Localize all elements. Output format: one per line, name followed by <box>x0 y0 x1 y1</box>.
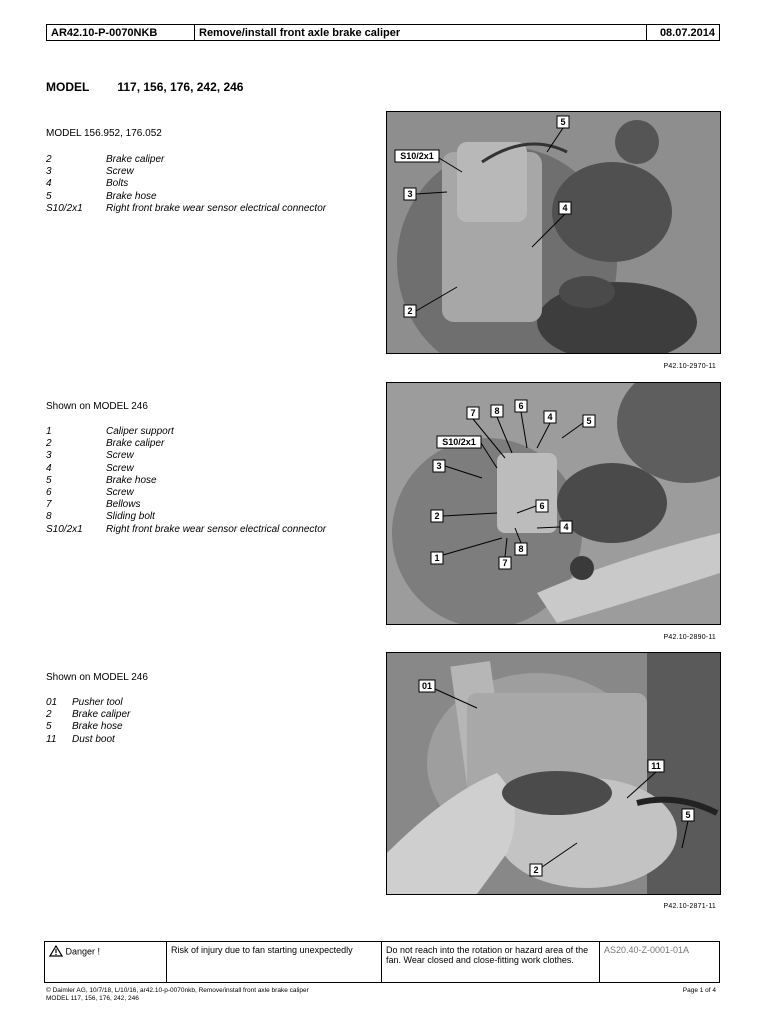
callout-5: 5 <box>685 810 691 820</box>
legend-desc: Screw <box>106 462 134 474</box>
section-3-legend <box>46 697 130 746</box>
legend-key: 11 <box>46 733 57 745</box>
callout-7: 7 <box>470 408 476 418</box>
danger-risk: Risk of injury due to fan starting unexpectedly <box>167 942 382 983</box>
danger-reference: AS20.40-Z-0001-01A <box>600 942 720 983</box>
legend-desc: Brake caliper <box>72 709 131 721</box>
legend-desc: Caliper support <box>106 426 174 437</box>
legend-row <box>46 697 130 709</box>
legend-desc: Dust boot <box>72 733 115 745</box>
legend-desc: Screw <box>106 450 134 462</box>
legend-desc: Bellows <box>106 499 141 511</box>
danger-label: Danger ! <box>65 946 101 957</box>
legend-row <box>46 166 326 178</box>
legend-row <box>46 709 130 721</box>
callout-2: 2 <box>533 865 539 875</box>
callout-s10-2x1: S10/2x1 <box>442 437 476 447</box>
section-1-title: MODEL 156.952, 176.052 <box>46 128 162 139</box>
legend-key: 5 <box>46 721 52 733</box>
section-2-title: Shown on MODEL 246 <box>46 401 148 412</box>
page-number: Page 1 of 4 <box>682 987 716 994</box>
legend-desc: Sliding bolt <box>106 511 155 523</box>
document-date: 08.07.2014 <box>659 27 715 39</box>
callout-4: 4 <box>563 522 569 532</box>
photo-brake-caliper-246 <box>386 382 721 625</box>
callout-2: 2 <box>434 511 440 521</box>
legend-desc: Brake caliper <box>106 154 165 165</box>
photo-pusher-tool <box>386 652 721 895</box>
callout-s10-2x1: S10/2x1 <box>400 151 434 161</box>
danger-measure: Do not reach into the rotation or hazard area of the fan. Wear closed and close-fitting work clothes. <box>382 942 600 983</box>
callout-1: 1 <box>434 553 440 563</box>
danger-notice <box>44 941 720 983</box>
callout-3: 3 <box>436 461 442 471</box>
callout-5: 5 <box>586 416 592 426</box>
legend-key: 5 <box>46 190 52 202</box>
callout-01: 01 <box>421 681 433 691</box>
callout-5: 5 <box>560 117 566 127</box>
callout-2: 2 <box>407 306 413 316</box>
callout-11: 11 <box>651 761 661 771</box>
callout-8: 8 <box>494 406 500 416</box>
legend-key: 4 <box>46 462 52 474</box>
legend-row <box>46 154 326 166</box>
photo-1-caption: P42.10-2970-11 <box>663 363 716 370</box>
legend-row <box>46 475 326 487</box>
legend-row <box>46 734 130 746</box>
legend-row <box>46 487 326 499</box>
legend-key: 5 <box>46 474 52 486</box>
legend-desc: Brake caliper <box>106 438 165 450</box>
legend-row <box>46 438 326 450</box>
document-header <box>46 24 720 41</box>
legend-row <box>46 524 326 536</box>
section-2-legend <box>46 426 326 536</box>
legend-key: 8 <box>46 511 52 523</box>
legend-key: 3 <box>46 450 52 462</box>
model-line <box>46 80 243 94</box>
legend-desc: Brake hose <box>72 721 123 733</box>
warning-triangle-icon <box>49 945 63 959</box>
section-1-legend <box>46 154 326 215</box>
legend-key: 2 <box>46 709 52 721</box>
legend-desc: Screw <box>106 486 134 498</box>
callout-6: 6 <box>539 501 545 511</box>
legend-row <box>46 721 130 733</box>
legend-key: 6 <box>46 486 52 498</box>
footer-copyright <box>46 987 309 1003</box>
photo-2-caption: P42.10-2890-11 <box>663 634 716 641</box>
legend-desc: Brake hose <box>106 474 157 486</box>
model-value: 117, 156, 176, 242, 246 <box>117 80 244 94</box>
legend-row <box>46 178 326 190</box>
section-3-title: Shown on MODEL 246 <box>46 672 148 683</box>
legend-key: 01 <box>46 697 58 708</box>
legend-desc: Brake hose <box>106 190 157 202</box>
legend-desc: Screw <box>106 166 134 178</box>
callout-3: 3 <box>407 189 413 199</box>
photo-brake-caliper-156 <box>386 111 721 354</box>
legend-row <box>46 426 326 438</box>
legend-key: 2 <box>46 438 52 450</box>
legend-row <box>46 191 326 203</box>
legend-row <box>46 463 326 475</box>
callout-4: 4 <box>562 203 568 213</box>
legend-key: S10/2x1 <box>46 523 83 535</box>
legend-row <box>46 511 326 523</box>
photo-3-caption: P42.10-2871-11 <box>663 903 716 910</box>
legend-key: 7 <box>46 499 52 511</box>
footer-line-2: MODEL 117, 156, 176, 242, 246 <box>46 995 139 1002</box>
document-title: Remove/install front axle brake caliper <box>195 25 647 40</box>
callout-6: 6 <box>518 401 524 411</box>
document-id: AR42.10-P-0070NKB <box>47 25 195 40</box>
legend-desc: Right front brake wear sensor electrical connector <box>106 202 327 214</box>
legend-row <box>46 450 326 462</box>
legend-row <box>46 499 326 511</box>
callout-8: 8 <box>518 544 524 554</box>
legend-key: 4 <box>46 178 52 190</box>
legend-key: 3 <box>46 166 52 178</box>
legend-key: S10/2x1 <box>46 202 83 214</box>
legend-key: 2 <box>46 154 52 165</box>
model-label: MODEL <box>46 80 90 94</box>
callout-4: 4 <box>547 412 553 422</box>
legend-desc: Pusher tool <box>72 697 123 708</box>
legend-desc: Bolts <box>106 178 129 190</box>
legend-key: 1 <box>46 426 52 437</box>
danger-label-cell <box>45 942 167 983</box>
footer-line-1: © Daimler AG, 10/7/18, L/10/16, ar42.10-p-0070nkb, Remove/install front axle brake caliper <box>46 987 309 994</box>
callout-7: 7 <box>502 558 508 568</box>
legend-row <box>46 203 326 215</box>
legend-desc: Right front brake wear sensor electrical connector <box>106 523 327 535</box>
